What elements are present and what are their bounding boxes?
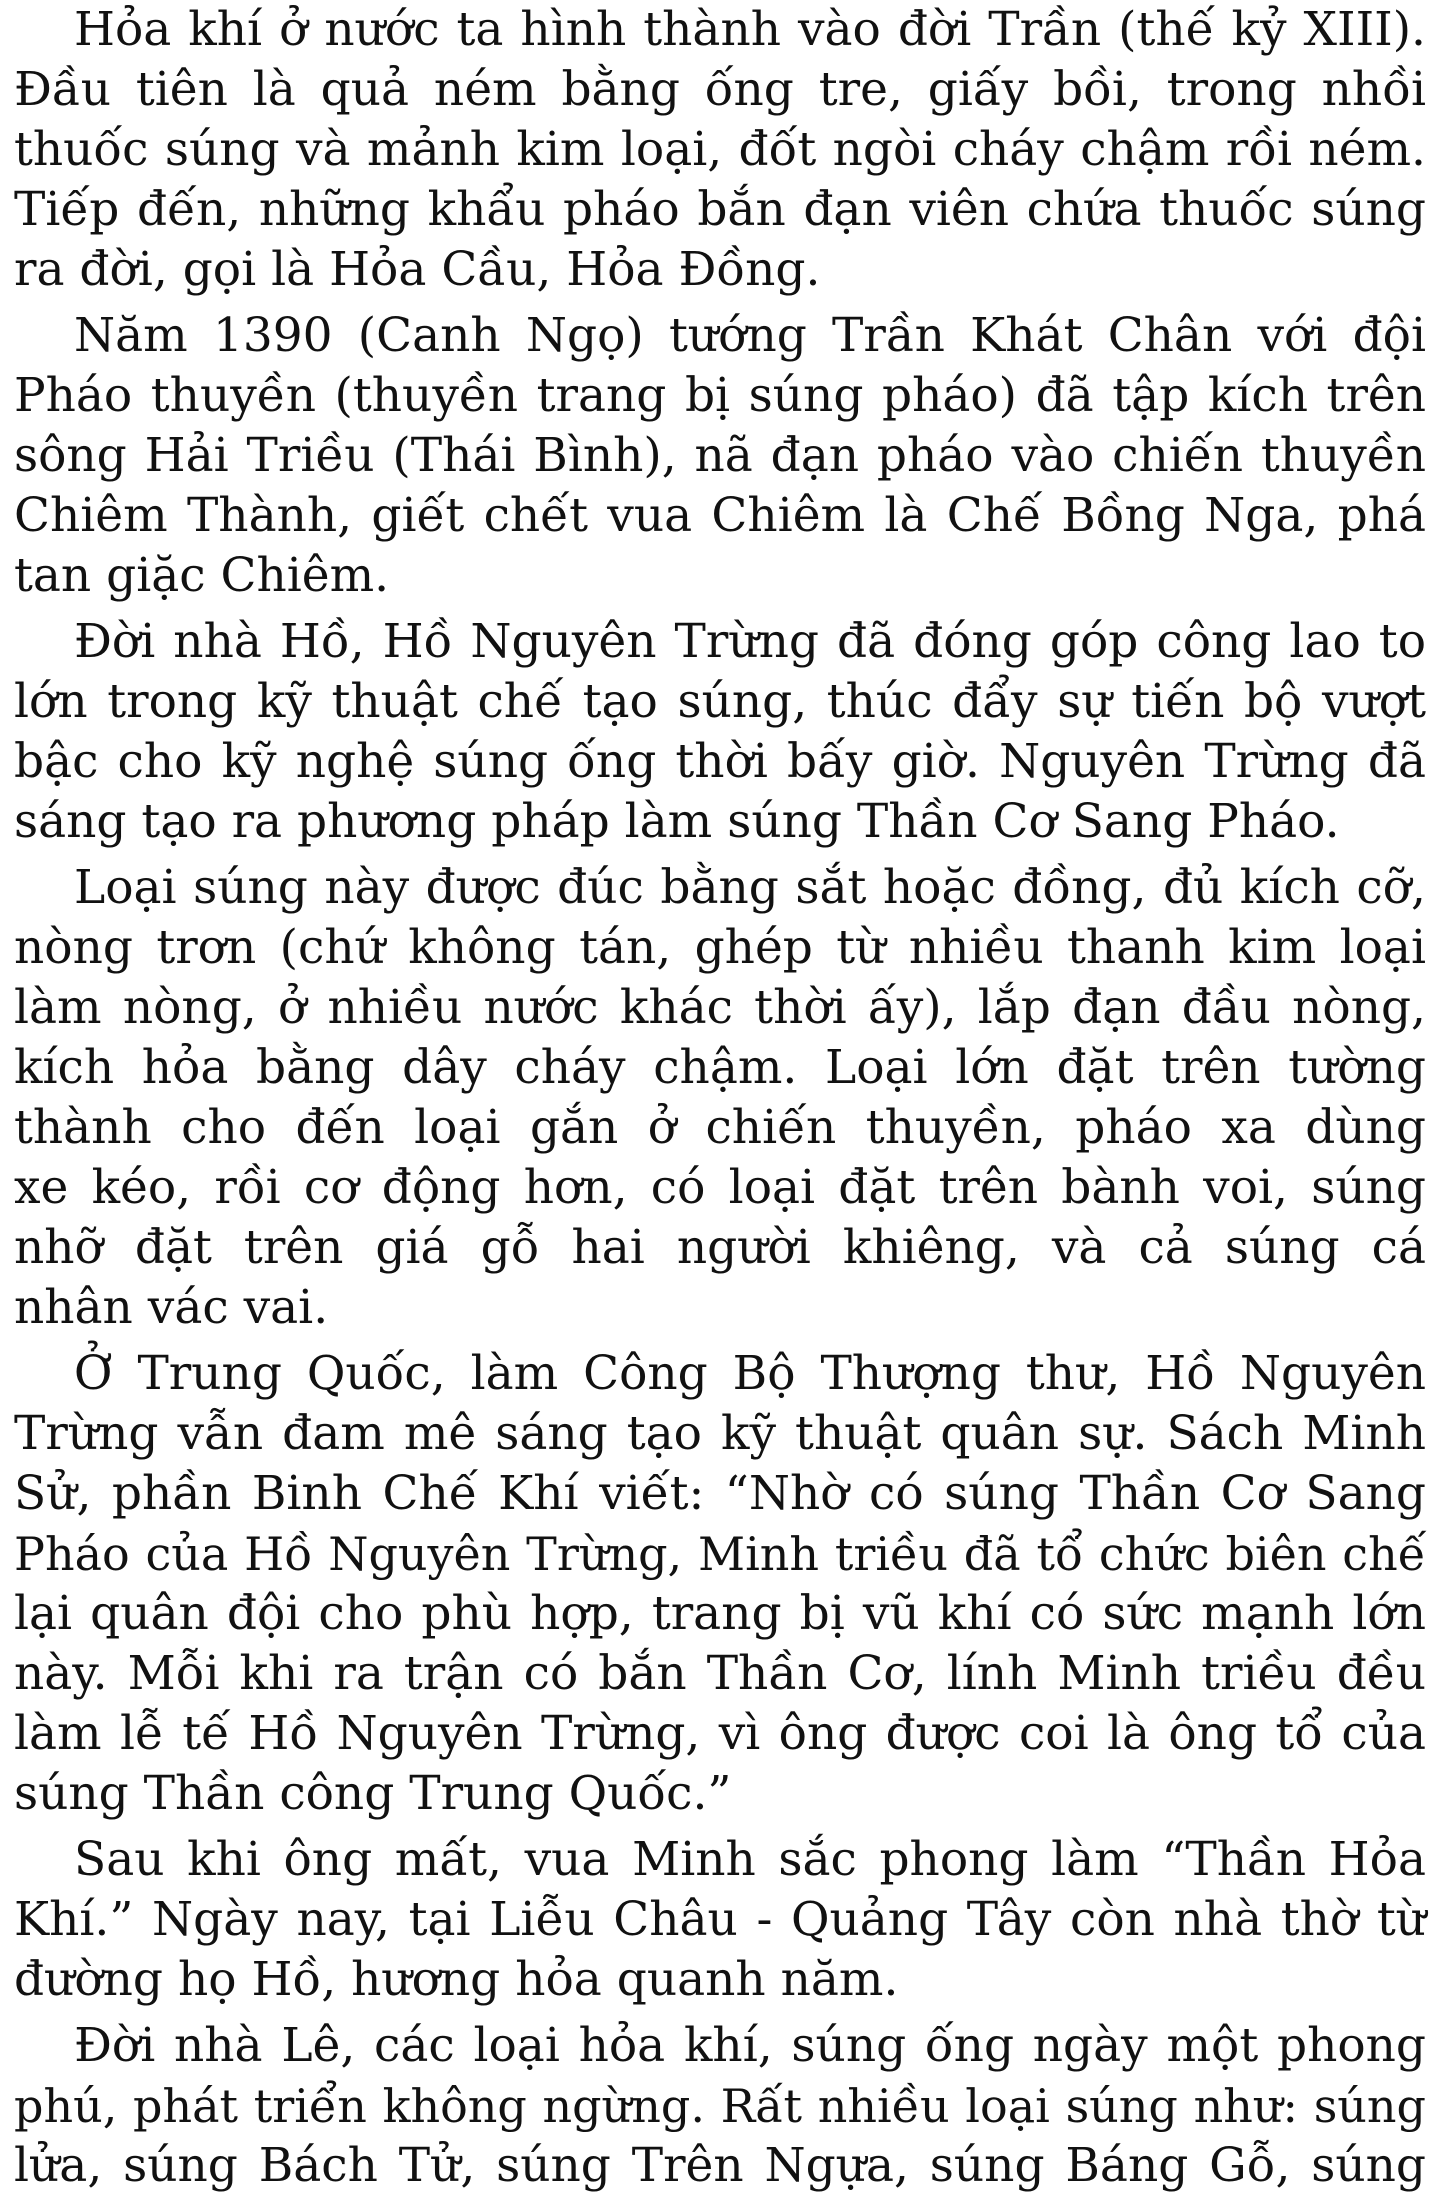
paragraph [14,1344,1426,1824]
paragraph [14,1830,1426,2010]
document-page [14,0,1426,2193]
paragraph [14,0,1426,300]
paragraph [14,612,1426,852]
paragraph [14,2016,1426,2196]
text-line: Sau khi ông mất, vua Minh sắc phong làm “Thần Hỏa [74,1832,1426,1887]
text-line: làm nòng, ở nhiều nước khác thời ấy), lắp đạn đầu nòng, [14,980,1426,1035]
text-line: Đời nhà Lê, các loại hỏa khí, súng ống ngày một phong [74,2018,1426,2073]
text-line: lớn trong kỹ thuật chế tạo súng, thúc đẩy sự tiến bộ vượt [14,674,1426,729]
text-line: đường họ Hồ, hương hỏa quanh năm. [14,1952,899,2007]
text-line: làm lễ tế Hồ Nguyên Trừng, vì ông được coi là ông tổ của [14,1706,1426,1761]
text-line: nhỡ đặt trên giá gỗ hai người khiêng, và cả súng cá [14,1220,1426,1275]
text-line: bậc cho kỹ nghệ súng ống thời bấy giờ. Nguyên Trừng đã [14,734,1426,789]
text-line: ra đời, gọi là Hỏa Cầu, Hỏa Đồng. [14,242,821,297]
text-line: Năm 1390 (Canh Ngọ) tướng Trần Khát Chân với đội [74,308,1426,363]
text-line: sông Hải Triều (Thái Bình), nã đạn pháo vào chiến thuyền [14,428,1426,483]
text-line: Đời nhà Hồ, Hồ Nguyên Trừng đã đóng góp công lao to [74,614,1426,669]
text-line: kích hỏa bằng dây cháy chậm. Loại lớn đặt trên tường [14,1040,1426,1095]
text-line: tan giặc Chiêm. [14,548,390,603]
text-line: sáng tạo ra phương pháp làm súng Thần Cơ Sang Pháo. [14,794,1340,849]
text-line: lại quân đội cho phù hợp, trang bị vũ khí có sức mạnh lớn [14,1586,1426,1641]
text-line: xe kéo, rồi cơ động hơn, có loại đặt trên bành voi, súng [14,1160,1426,1215]
text-line: thành cho đến loại gắn ở chiến thuyền, pháo xa dùng [14,1100,1426,1155]
text-line: Loại súng này được đúc bằng sắt hoặc đồng, đủ kích cỡ, [74,860,1426,915]
text-line: này. Mỗi khi ra trận có bắn Thần Cơ, lính Minh triều đều [14,1646,1426,1701]
text-line: súng Thần công Trung Quốc.” [14,1766,732,1821]
text-line: nhân vác vai. [14,1280,329,1335]
text-line: Đầu tiên là quả ném bằng ống tre, giấy bồi, trong nhồi [14,62,1426,117]
text-line: Sử, phần Binh Chế Khí viết: “Nhờ có súng Thần Cơ Sang [14,1466,1426,1521]
text-line: Hỏa khí ở nước ta hình thành vào đời Trần (thế kỷ XIII). [74,2,1426,57]
paragraph [14,858,1426,1338]
text-line: Pháo thuyền (thuyền trang bị súng pháo) đã tập kích trên [14,368,1426,423]
text-line: thuốc súng và mảnh kim loại, đốt ngòi cháy chậm rồi ném. [14,122,1426,177]
text-line: Trừng vẫn đam mê sáng tạo kỹ thuật quân sự. Sách Minh [14,1406,1426,1461]
text-line: lửa, súng Bách Tử, súng Trên Ngựa, súng Báng Gỗ, súng [14,2138,1426,2193]
text-line: Ở Trung Quốc, làm Công Bộ Thượng thư, Hồ Nguyên [74,1346,1426,1401]
paragraph [14,306,1426,606]
text-line: Pháo của Hồ Nguyên Trừng, Minh triều đã tổ chức biên chế [14,1527,1426,1581]
text-line: Chiêm Thành, giết chết vua Chiêm là Chế Bồng Nga, phá [14,488,1426,543]
text-line: nòng trơn (chứ không tán, ghép từ nhiều thanh kim loại [14,920,1426,975]
text-line: phú, phát triển không ngừng. Rất nhiều loại súng như: súng [14,2079,1426,2133]
text-line: Khí.” Ngày nay, tại Liễu Châu - Quảng Tây còn nhà thờ từ [14,1892,1426,1947]
text-line: Tiếp đến, những khẩu pháo bắn đạn viên chứa thuốc súng [14,182,1426,237]
